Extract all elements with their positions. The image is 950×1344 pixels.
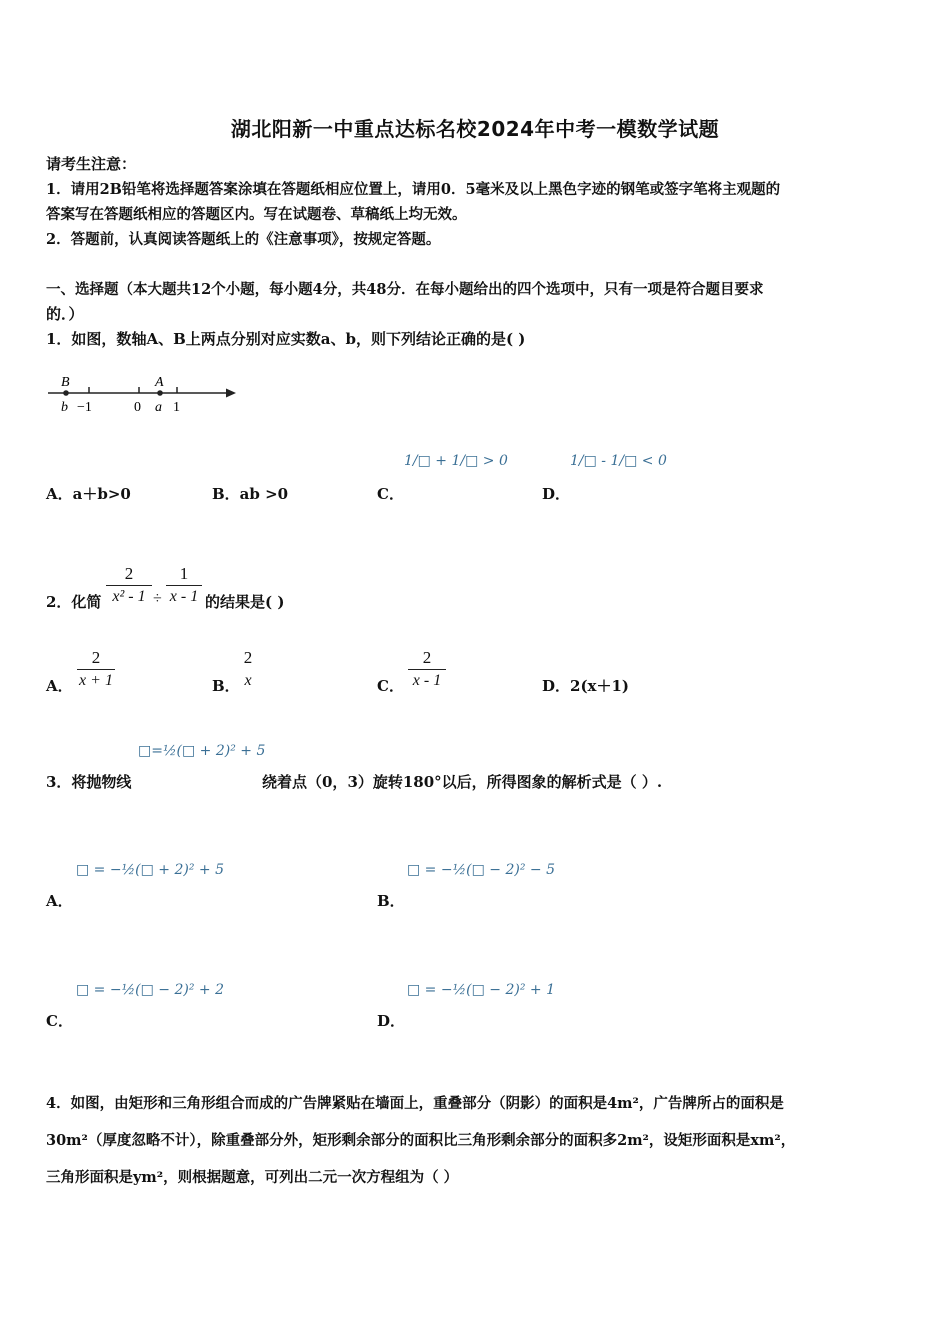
q3-option-b-expr: □ = −½(□ − 2)² − 5 bbox=[407, 862, 555, 878]
q2-option-c-num: 2 bbox=[422, 648, 432, 667]
q1-option-c-expr: 1/□ + 1/□ > 0 bbox=[404, 453, 508, 469]
q2-option-b-fraction bbox=[240, 648, 256, 691]
tick-label-minus1: −1 bbox=[77, 400, 92, 415]
q2-option-c-fraction bbox=[408, 648, 446, 691]
q2-divide-sign: ÷ bbox=[153, 590, 162, 607]
q2-fraction-1 bbox=[106, 564, 152, 607]
q2-option-a-num: 2 bbox=[91, 648, 101, 667]
q2-prefix: 2．化简 bbox=[46, 593, 102, 611]
q3-suffix: 绕着点（0，3）旋转180°以后，所得图象的解析式是（ ）. bbox=[262, 773, 663, 791]
q3-parabola-expr: □=½(□ + 2)² + 5 bbox=[138, 743, 266, 759]
q1-stem: 1．如图，数轴A、B上两点分别对应实数a、b，则下列结论正确的是( ) bbox=[46, 330, 526, 348]
page-title: 湖北阳新一中重点达标名校2024年中考一模数学试题 bbox=[230, 117, 720, 141]
q1-option-d-expr: 1/□ - 1/□ < 0 bbox=[570, 453, 667, 469]
q3-option-a-label: A． bbox=[46, 892, 73, 910]
q3-option-b-label: B． bbox=[377, 892, 405, 910]
number-line-figure bbox=[44, 372, 244, 420]
point-A bbox=[157, 390, 163, 396]
section1-line-1: 一、选择题（本大题共12个小题，每小题4分，共48分．在每小题给出的四个选项中，只有一项是符合题目要求 bbox=[46, 281, 764, 298]
tick-label-0: 0 bbox=[134, 400, 141, 415]
q3-option-c-expr: □ = −½(□ − 2)² + 2 bbox=[76, 982, 224, 998]
q2-fraction-1-den: x² - 1 bbox=[112, 588, 146, 605]
q4-line-2: 30m²（厚度忽略不计），除重叠部分外，矩形剩余部分的面积比三角形剩余部分的面积多2m²，设矩形面积是xm²， bbox=[46, 1132, 796, 1149]
section1-line-2: 的．） bbox=[46, 305, 84, 323]
tick-label-1: 1 bbox=[173, 400, 180, 415]
q2-option-b-den: x bbox=[244, 672, 252, 689]
q1-option-d-label: D． bbox=[542, 485, 571, 503]
q4-line-3: 三角形面积是ym²，则根据题意，可列出二元一次方程组为（ ） bbox=[46, 1169, 459, 1186]
axis-arrow bbox=[226, 389, 236, 398]
q1-option-a: A．a＋b>0 bbox=[46, 485, 131, 503]
notice-line-3: 2．答题前，认真阅读答题纸上的《注意事项》，按规定答题。 bbox=[46, 231, 441, 248]
q2-option-b-num: 2 bbox=[243, 648, 253, 667]
q3-option-d-label: D． bbox=[377, 1012, 406, 1030]
q2-option-a-fraction bbox=[77, 648, 115, 691]
label-B: B bbox=[61, 375, 70, 390]
q3-option-a-expr: □ = −½(□ + 2)² + 5 bbox=[76, 862, 224, 878]
q2-option-b-label: B． bbox=[212, 677, 240, 695]
label-A: A bbox=[155, 375, 164, 390]
q2-option-a-label: A． bbox=[46, 677, 73, 695]
q2-fraction-2-num: 1 bbox=[179, 564, 189, 583]
q4-line-1: 4．如图，由矩形和三角形组合而成的广告牌紧贴在墙面上，重叠部分（阴影）的面积是4m²，广告牌所占的面积是 bbox=[46, 1095, 784, 1112]
q2-fraction-2 bbox=[166, 564, 202, 607]
q2-option-c-den: x - 1 bbox=[412, 672, 442, 689]
tick-label-b: b bbox=[61, 400, 68, 415]
notice-line-2: 答案写在答题纸相应的答题区内。写在试题卷、草稿纸上均无效。 bbox=[46, 206, 467, 223]
q3-option-d-expr: □ = −½(□ − 2)² + 1 bbox=[407, 982, 555, 998]
q2-option-a-den: x + 1 bbox=[79, 672, 113, 689]
q2-option-c-label: C． bbox=[377, 677, 404, 695]
q1-option-c-label: C． bbox=[377, 485, 404, 503]
q2-fraction-2-den: x - 1 bbox=[169, 588, 199, 605]
q3-option-c-label: C． bbox=[46, 1012, 73, 1030]
q2-fraction-1-num: 2 bbox=[124, 564, 134, 583]
notice-line-1: 1．请用2B铅笔将选择题答案涂填在答题纸相应位置上，请用0．5毫米及以上黑色字迹的钢笔或签字笔将主观题的 bbox=[46, 181, 781, 198]
q3-prefix: 3．将抛物线 bbox=[46, 773, 132, 791]
q2-option-d: D．2(x＋1) bbox=[542, 677, 630, 695]
q1-option-b: B．ab >0 bbox=[212, 485, 289, 503]
tick-label-a: a bbox=[155, 400, 162, 415]
point-B bbox=[63, 390, 69, 396]
q2-suffix: 的结果是( ) bbox=[205, 593, 285, 611]
notice-heading: 请考生注意： bbox=[46, 155, 137, 173]
